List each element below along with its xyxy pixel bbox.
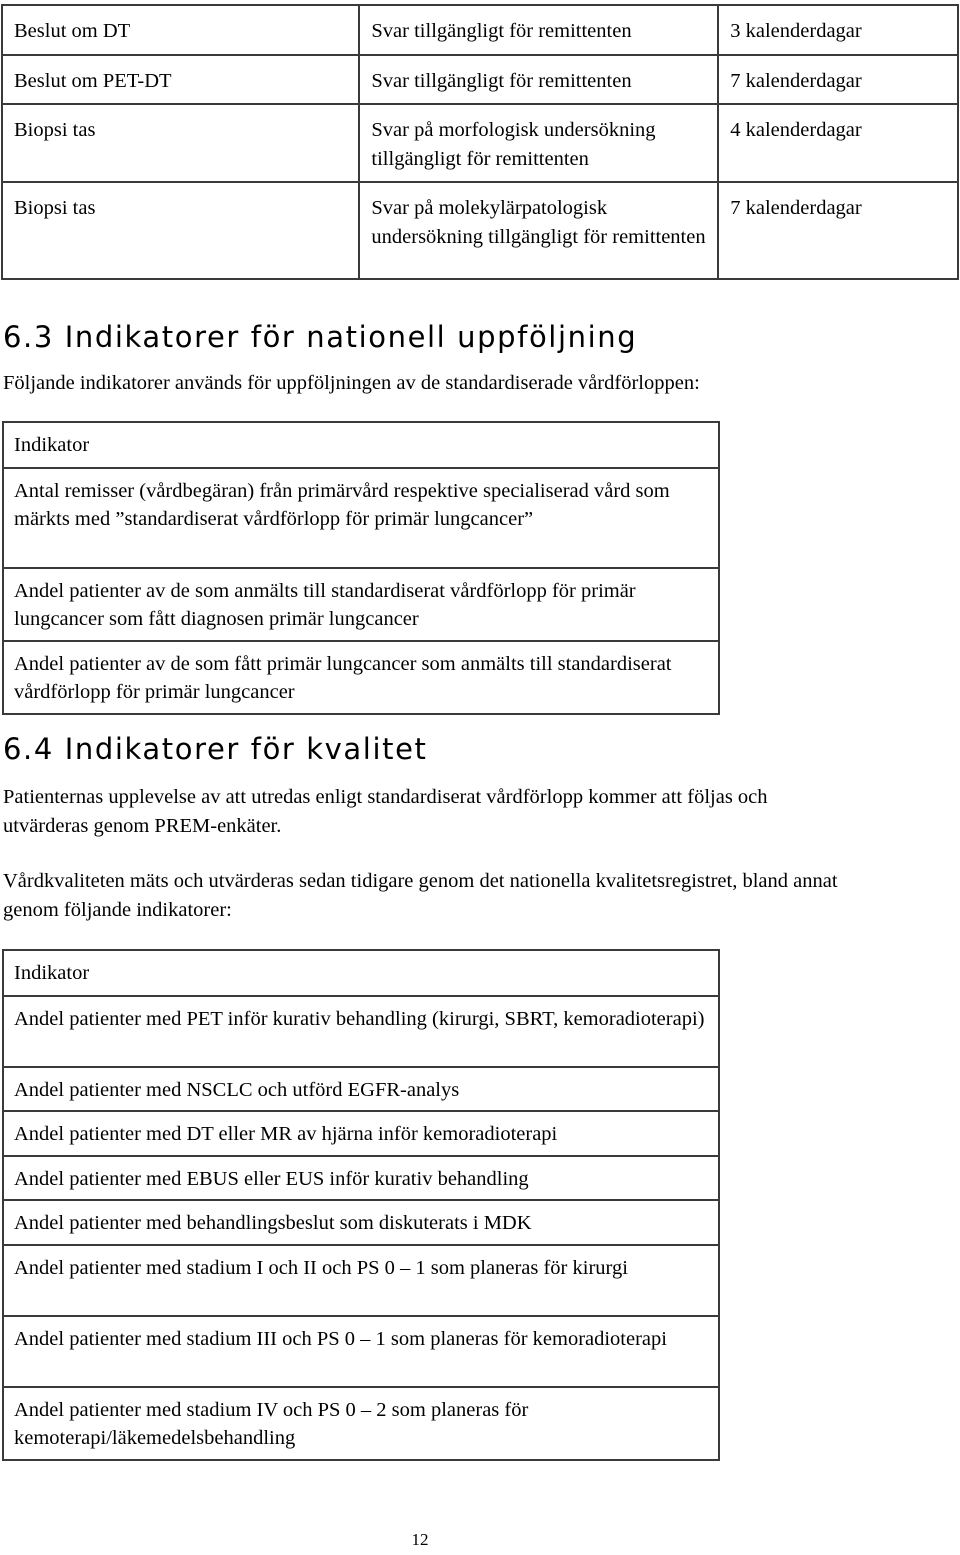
table-cell: Andel patienter med stadium III och PS 0 – 1 som planeras för kemoradioterapi	[3, 1316, 719, 1387]
table-cell: Biopsi tas	[2, 182, 359, 279]
table-row	[3, 568, 719, 641]
section-heading-6-4: 6.4 Indikatorer för kvalitet	[3, 732, 428, 766]
table-cell: 3 kalenderdagar	[718, 5, 958, 55]
table-cell: Andel patienter med PET inför kurativ behandling (kirurgi, SBRT, kemoradioterapi)	[3, 996, 719, 1067]
table-header: Indikator	[3, 950, 719, 996]
table-cell: 7 kalenderdagar	[718, 182, 958, 279]
table-cell: Andel patienter med stadium I och II och PS 0 – 1 som planeras för kirurgi	[3, 1245, 719, 1316]
table-row	[3, 996, 719, 1067]
table-cell: Andel patienter med behandlingsbeslut som diskuterats i MDK	[3, 1200, 719, 1245]
table-row	[2, 182, 958, 279]
table-cell: Svar på molekylärpatologisk undersökning tillgängligt för remittenten	[359, 182, 718, 279]
table-cell: Svar tillgängligt för remittenten	[359, 55, 718, 105]
indicator-table-quality	[2, 949, 720, 1461]
page-number: 12	[411, 1530, 429, 1549]
table-cell: Antal remisser (vårdbegäran) från primärvård respektive specialiserad vård som märkts med ”standardiserat vårdförlopp för primär lungcancer”	[3, 468, 719, 568]
section-heading-6-3: 6.3 Indikatorer för nationell uppföljning	[3, 320, 638, 354]
table-cell: Svar tillgängligt för remittenten	[359, 5, 718, 55]
table-cell: Andel patienter med EBUS eller EUS inför kurativ behandling	[3, 1156, 719, 1201]
section-paragraph: Vårdkvaliteten mäts och utvärderas sedan tidigare genom det nationella kvalitetsregistret, bland annat genom följande indikatorer:	[3, 870, 838, 921]
table-row	[3, 1111, 719, 1156]
section-paragraph: Patienternas upplevelse av att utredas enligt standardiserat vårdförlopp kommer att följas och utvärderas genom PREM-enkäter.	[3, 786, 768, 837]
table-cell: Andel patienter med DT eller MR av hjärna inför kemoradioterapi	[3, 1111, 719, 1156]
table-cell: Biopsi tas	[2, 104, 359, 182]
table-row	[3, 1067, 719, 1112]
table-header: Indikator	[3, 422, 719, 468]
table-cell: Andel patienter med stadium IV och PS 0 – 2 som planeras för kemoterapi/läkemedelsbehandling	[3, 1387, 719, 1460]
table-row	[3, 468, 719, 568]
table-header-row	[3, 950, 719, 996]
section-intro: Följande indikatorer används för uppföljningen av de standardiserade vårdförloppen:	[3, 372, 700, 394]
timing-table	[1, 4, 959, 280]
table-row	[2, 104, 958, 182]
table-row	[3, 641, 719, 714]
table-cell: Andel patienter med NSCLC och utförd EGFR-analys	[3, 1067, 719, 1112]
table-row	[2, 55, 958, 105]
table-row	[3, 1387, 719, 1460]
table-cell: Andel patienter av de som anmälts till standardiserat vårdförlopp för primär lungcancer som fått diagnosen primär lungcancer	[3, 568, 719, 641]
table-row	[3, 1156, 719, 1201]
table-cell: Andel patienter av de som fått primär lungcancer som anmälts till standardiserat vårdförlopp för primär lungcancer	[3, 641, 719, 714]
table-cell: Beslut om PET-DT	[2, 55, 359, 105]
table-row	[2, 5, 958, 55]
table-row	[3, 1245, 719, 1316]
table-row	[3, 1316, 719, 1387]
table-cell: Svar på morfologisk undersökning tillgängligt för remittenten	[359, 104, 718, 182]
table-cell: Beslut om DT	[2, 5, 359, 55]
table-row	[3, 1200, 719, 1245]
indicator-table-national	[2, 421, 720, 715]
table-cell: 4 kalenderdagar	[718, 104, 958, 182]
table-header-row	[3, 422, 719, 468]
table-cell: 7 kalenderdagar	[718, 55, 958, 105]
